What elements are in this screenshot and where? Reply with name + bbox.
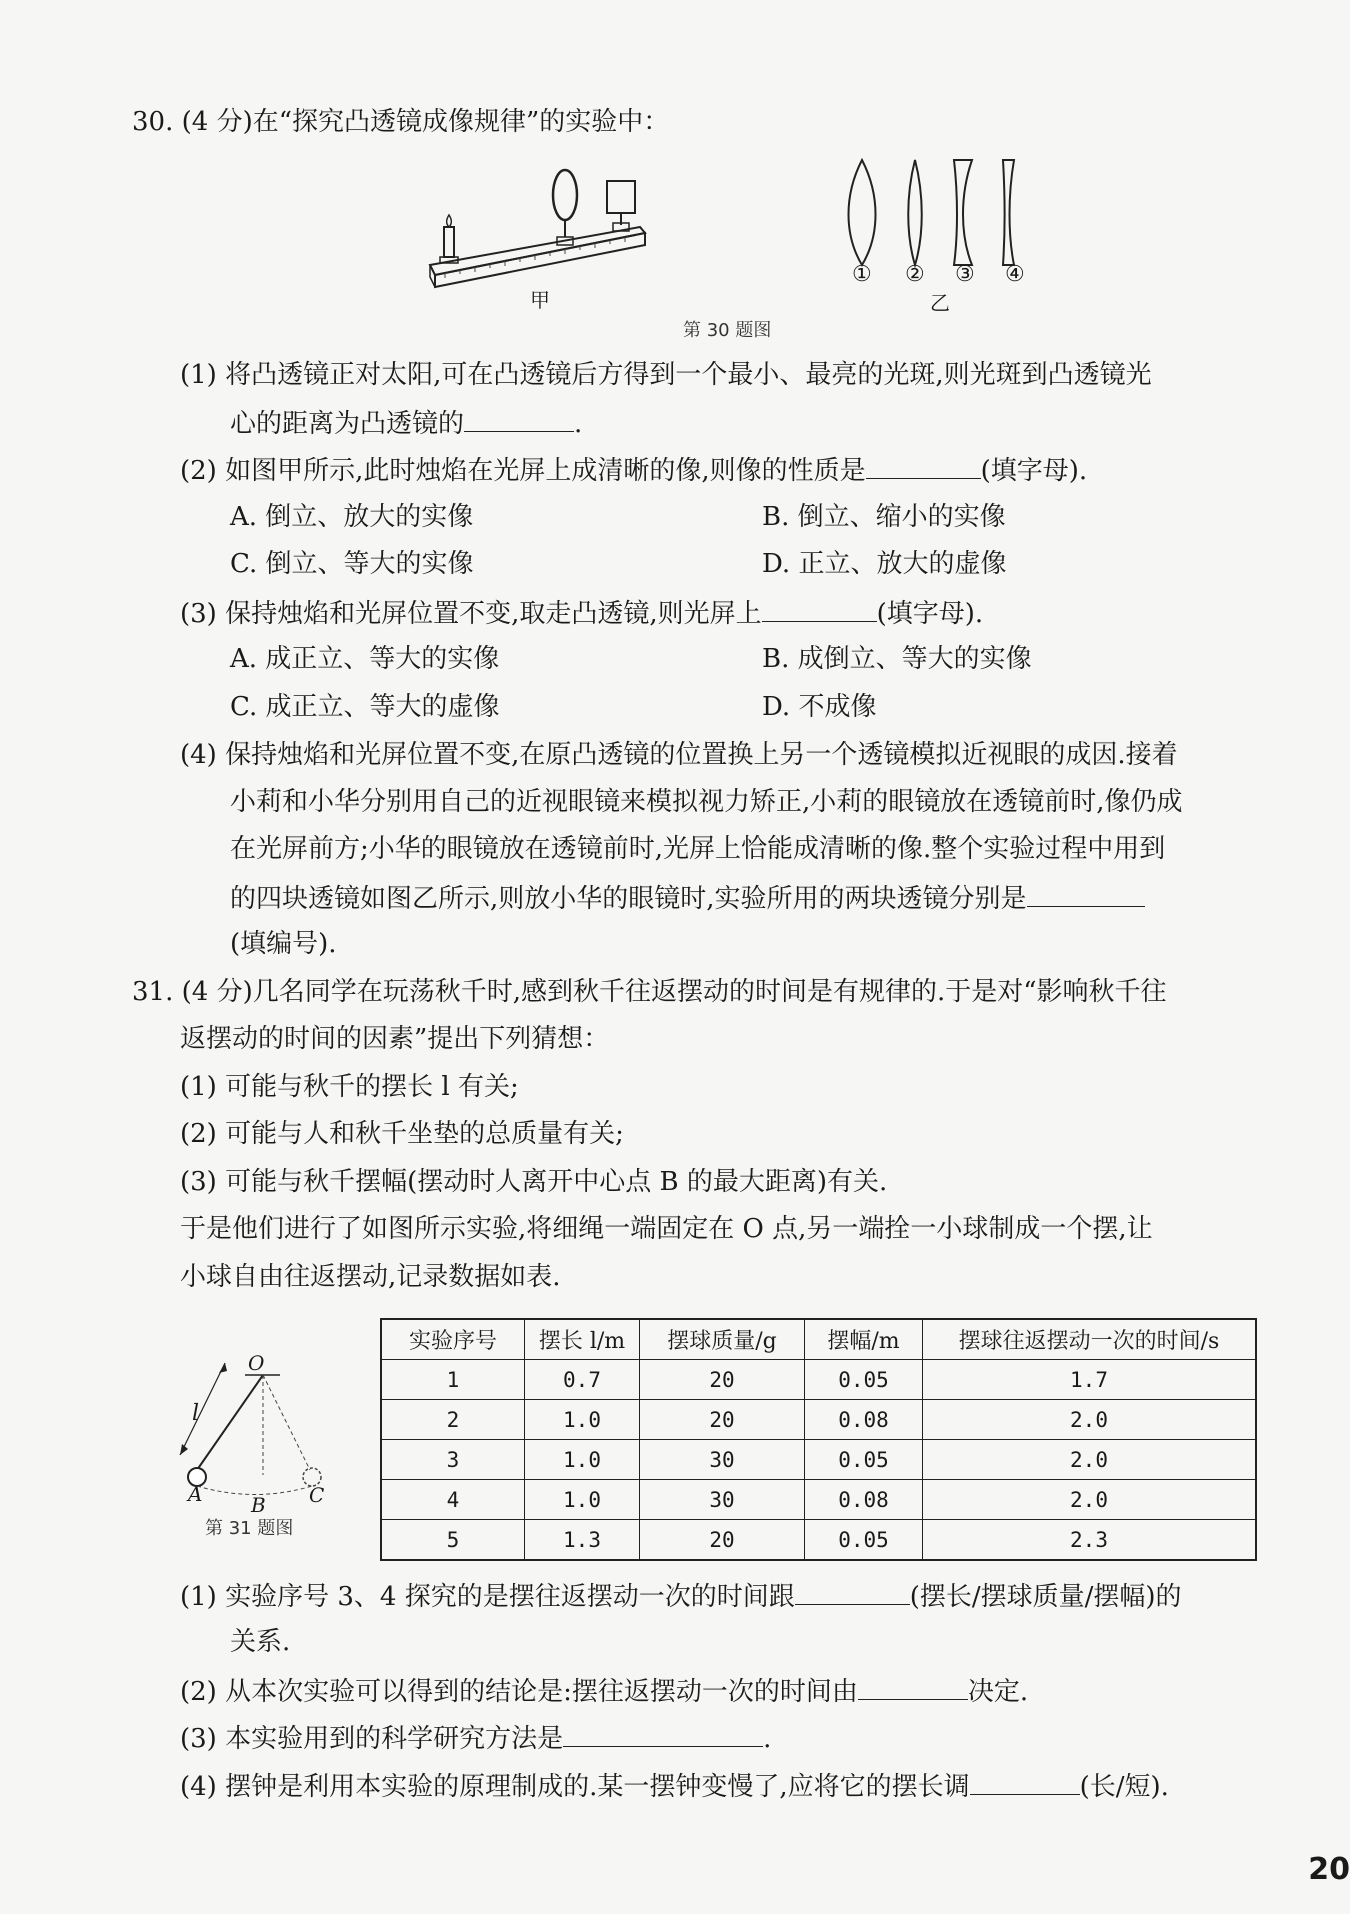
option-d: D. 不成像	[762, 692, 877, 722]
fig31-caption: 第 31 题图	[205, 1518, 294, 1539]
option-a: A. 倒立、放大的实像	[230, 502, 474, 532]
answer-blank[interactable]	[762, 595, 877, 622]
table-cell: 2.0	[923, 1400, 1257, 1440]
table-cell: 1.0	[525, 1440, 640, 1480]
option-b: B. 倒立、缩小的实像	[762, 502, 1006, 532]
table-cell: 0.7	[525, 1360, 640, 1400]
col-header: 摆球质量/g	[640, 1319, 805, 1360]
table-row	[381, 1360, 1256, 1400]
answer-blank[interactable]	[563, 1720, 763, 1747]
lens-label-3: ③	[955, 262, 975, 287]
q31-a1-line2: 关系.	[230, 1627, 291, 1657]
col-header: 实验序号	[381, 1319, 525, 1360]
table-cell: 1.3	[525, 1520, 640, 1561]
q30-p4-line5: (填编号).	[230, 929, 337, 959]
table-cell: 4	[381, 1480, 525, 1520]
q30-p4-line3: 在光屏前方;小华的眼镜放在透镜前时,光屏上恰能成清晰的像.整个实验过程中用到	[230, 834, 1166, 864]
table-row	[381, 1520, 1256, 1561]
table-cell: 1.7	[923, 1360, 1257, 1400]
q31-a4: (4) 摆钟是利用本实验的原理制成的.某一摆钟变慢了,应将它的摆长调 (长/短).	[180, 1768, 1169, 1804]
q31-a3: (3) 本实验用到的科学研究方法是 .	[180, 1720, 771, 1756]
col-header: 摆长 l/m	[525, 1319, 640, 1360]
table-cell: 1.0	[525, 1480, 640, 1520]
table-cell: 2.0	[923, 1440, 1257, 1480]
table-cell: 20	[640, 1360, 805, 1400]
q30-p2: (2) 如图甲所示,此时烛焰在光屏上成清晰的像,则像的性质是 (填字母).	[180, 452, 1087, 488]
lens-label-4: ④	[1005, 262, 1025, 287]
table-header-row	[381, 1319, 1256, 1360]
option-d: D. 正立、放大的虚像	[762, 549, 1007, 579]
table-cell: 3	[381, 1440, 525, 1480]
col-header: 摆幅/m	[805, 1319, 923, 1360]
table-cell: 20	[640, 1520, 805, 1561]
table-row	[381, 1480, 1256, 1520]
fig30-caption: 第 30 题图	[683, 320, 772, 341]
table-cell: 0.08	[805, 1480, 923, 1520]
q30-p4-line4: 的四块透镜如图乙所示,则放小华的眼镜时,实验所用的两块透镜分别是	[230, 880, 1145, 916]
optical-bench-figure	[425, 165, 665, 300]
fig-label-yi: 乙	[930, 291, 950, 315]
answer-blank[interactable]	[795, 1578, 910, 1605]
table-cell: 2.3	[923, 1520, 1257, 1561]
table-cell: 0.05	[805, 1520, 923, 1561]
option-c: C. 成正立、等大的虚像	[230, 692, 500, 722]
q31-setup-line2: 小球自由往返摆动,记录数据如表.	[180, 1262, 561, 1292]
table-cell: 0.08	[805, 1400, 923, 1440]
q31-guess-2: (2) 可能与人和秋千坐垫的总质量有关;	[180, 1119, 624, 1149]
lenses-figure	[842, 155, 1042, 275]
q30-p4-line2: 小莉和小华分别用自己的近视眼镜来模拟视力矫正,小莉的眼镜放在透镜前时,像仍成	[230, 787, 1183, 817]
lens-label-1: ①	[852, 262, 872, 287]
q31-guess-1: (1) 可能与秋千的摆长 l 有关;	[180, 1072, 519, 1102]
label-o: O	[248, 1351, 265, 1375]
table-cell: 1.0	[525, 1400, 640, 1440]
q31-a2: (2) 从本次实验可以得到的结论是:摆往返摆动一次的时间由 决定.	[180, 1673, 1028, 1709]
table-cell: 5	[381, 1520, 525, 1561]
q30-p1-line2: 心的距离为凸透镜的 .	[230, 405, 582, 441]
q31-stem-line1: 31. (4 分)几名同学在玩荡秋千时,感到秋千往返摆动的时间是有规律的.于是对“影响秋千往	[132, 977, 1167, 1007]
label-a: A	[188, 1482, 203, 1506]
q31-setup-line1: 于是他们进行了如图所示实验,将细绳一端固定在 O 点,另一端拴一小球制成一个摆,让	[180, 1214, 1153, 1244]
answer-blank[interactable]	[464, 405, 574, 432]
answer-blank[interactable]	[970, 1768, 1080, 1795]
option-a: A. 成正立、等大的实像	[230, 644, 500, 674]
table-cell: 1	[381, 1360, 525, 1400]
data-table	[380, 1318, 1257, 1561]
table-cell: 2	[381, 1400, 525, 1440]
answer-blank[interactable]	[858, 1673, 968, 1700]
table-cell: 0.05	[805, 1360, 923, 1400]
q31-a1-line1: (1) 实验序号 3、4 探究的是摆往返摆动一次的时间跟 (摆长/摆球质量/摆幅)的	[180, 1578, 1182, 1614]
q31-stem-line2: 返摆动的时间的因素”提出下列猜想：	[180, 1024, 610, 1054]
q31-guess-3: (3) 可能与秋千摆幅(摆动时人离开中心点 B 的最大距离)有关.	[180, 1167, 888, 1197]
table-cell: 30	[640, 1440, 805, 1480]
col-header: 摆球往返摆动一次的时间/s	[923, 1319, 1257, 1360]
q30-p4-line1: (4) 保持烛焰和光屏位置不变,在原凸透镜的位置换上另一个透镜模拟近视眼的成因.接着	[180, 740, 1178, 770]
answer-blank[interactable]	[1027, 880, 1145, 907]
table-cell: 20	[640, 1400, 805, 1440]
label-b: B	[251, 1493, 266, 1517]
answer-blank[interactable]	[866, 452, 981, 479]
table-row	[381, 1440, 1256, 1480]
label-c: C	[309, 1483, 325, 1507]
table-cell: 2.0	[923, 1480, 1257, 1520]
q30-p3: (3) 保持烛焰和光屏位置不变,取走凸透镜,则光屏上 (填字母).	[180, 595, 983, 631]
option-b: B. 成倒立、等大的实像	[762, 644, 1032, 674]
table-row	[381, 1400, 1256, 1440]
page-number: 20	[1308, 1852, 1350, 1887]
lens-label-2: ②	[905, 262, 925, 287]
table-cell: 0.05	[805, 1440, 923, 1480]
label-l: l	[192, 1401, 200, 1426]
q30-stem: 30. (4 分)在“探究凸透镜成像规律”的实验中：	[132, 107, 670, 137]
fig-label-jia: 甲	[530, 288, 550, 312]
table-cell: 30	[640, 1480, 805, 1520]
option-c: C. 倒立、等大的实像	[230, 549, 474, 579]
q30-p1-line1: (1) 将凸透镜正对太阳,可在凸透镜后方得到一个最小、最亮的光斑,则光斑到凸透镜光	[180, 360, 1152, 390]
